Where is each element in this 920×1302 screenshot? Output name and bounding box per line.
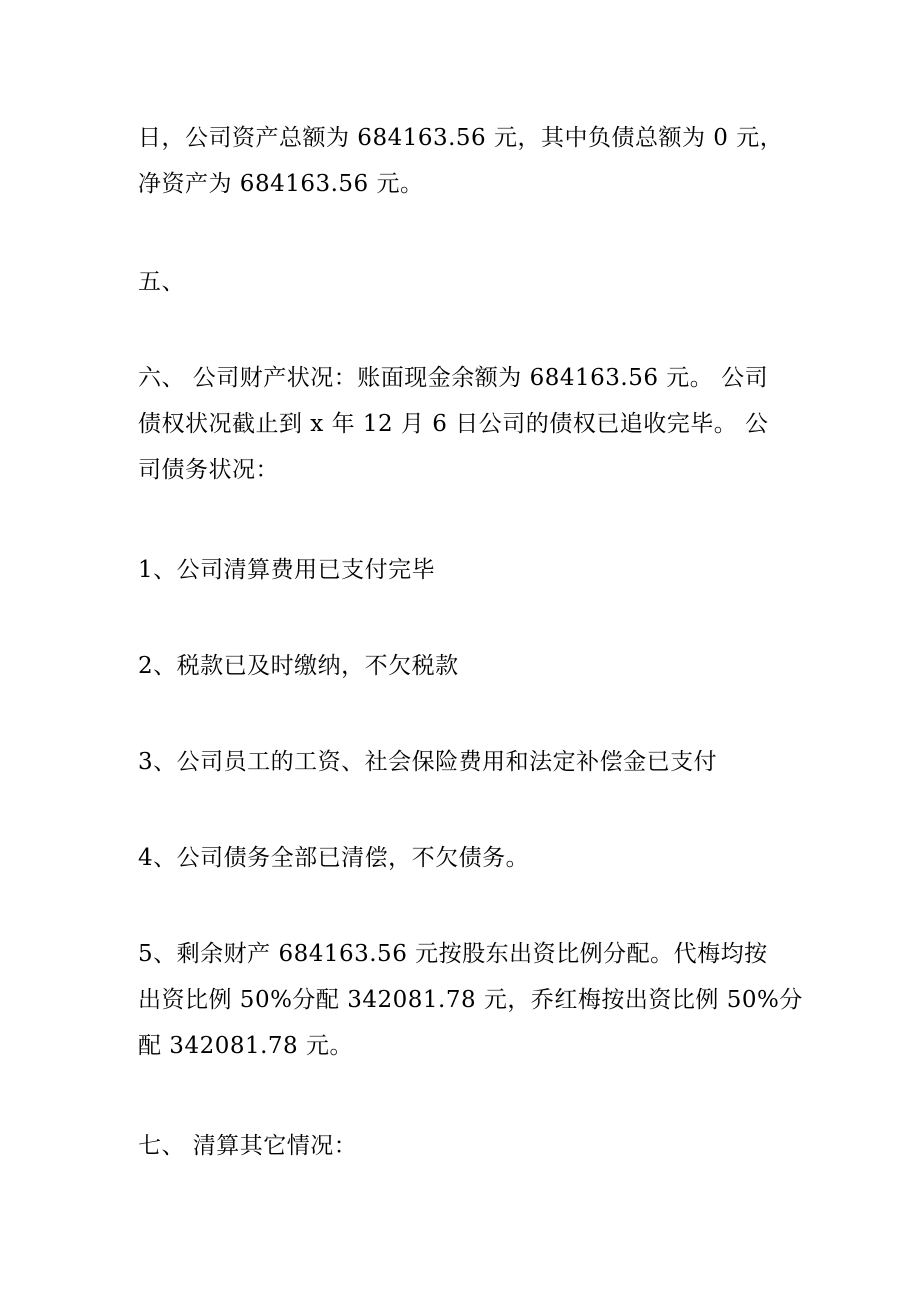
paragraph-section-six-property-status [138, 355, 788, 493]
list-item-4-debts-cleared [138, 835, 788, 881]
text-line: 司债务状况： [138, 457, 279, 483]
text-line: 净资产为 684163.56 元。 [138, 171, 424, 197]
section-heading-seven [138, 1123, 788, 1169]
text-line: 出资比例 50%分配 342081.78 元，乔红梅按出资比例 50%分 [138, 987, 803, 1013]
paragraph-assets-summary [138, 115, 788, 207]
text-line: 七、 清算其它情况： [138, 1133, 358, 1159]
text-line: 五、 [138, 269, 185, 295]
text-line: 六、 公司财产状况：账面现金余额为 684163.56 元。 公司 [138, 365, 769, 391]
list-item-2-taxes [138, 643, 788, 689]
text-line: 1、公司清算费用已支付完毕 [138, 557, 436, 583]
list-item-3-employee-wages [138, 739, 788, 785]
text-line: 配 342081.78 元。 [138, 1033, 353, 1059]
text-line: 2、税款已及时缴纳，不欠税款 [138, 653, 459, 679]
list-item-1-liquidation-fees [138, 547, 788, 593]
text-line: 5、剩余财产 684163.56 元按股东出资比例分配。代梅均按 [138, 941, 768, 967]
text-line: 日，公司资产总额为 684163.56 元，其中负债总额为 0 元， [138, 125, 784, 151]
list-item-5-remaining-property [138, 931, 803, 1069]
section-heading-five [138, 259, 788, 305]
text-line: 3、公司员工的工资、社会保险费用和法定补偿金已支付 [138, 749, 718, 775]
text-line: 4、公司债务全部已清偿，不欠债务。 [138, 845, 530, 871]
text-line: 债权状况截止到 x 年 12 月 6 日公司的债权已追收完毕。 公 [138, 411, 769, 437]
